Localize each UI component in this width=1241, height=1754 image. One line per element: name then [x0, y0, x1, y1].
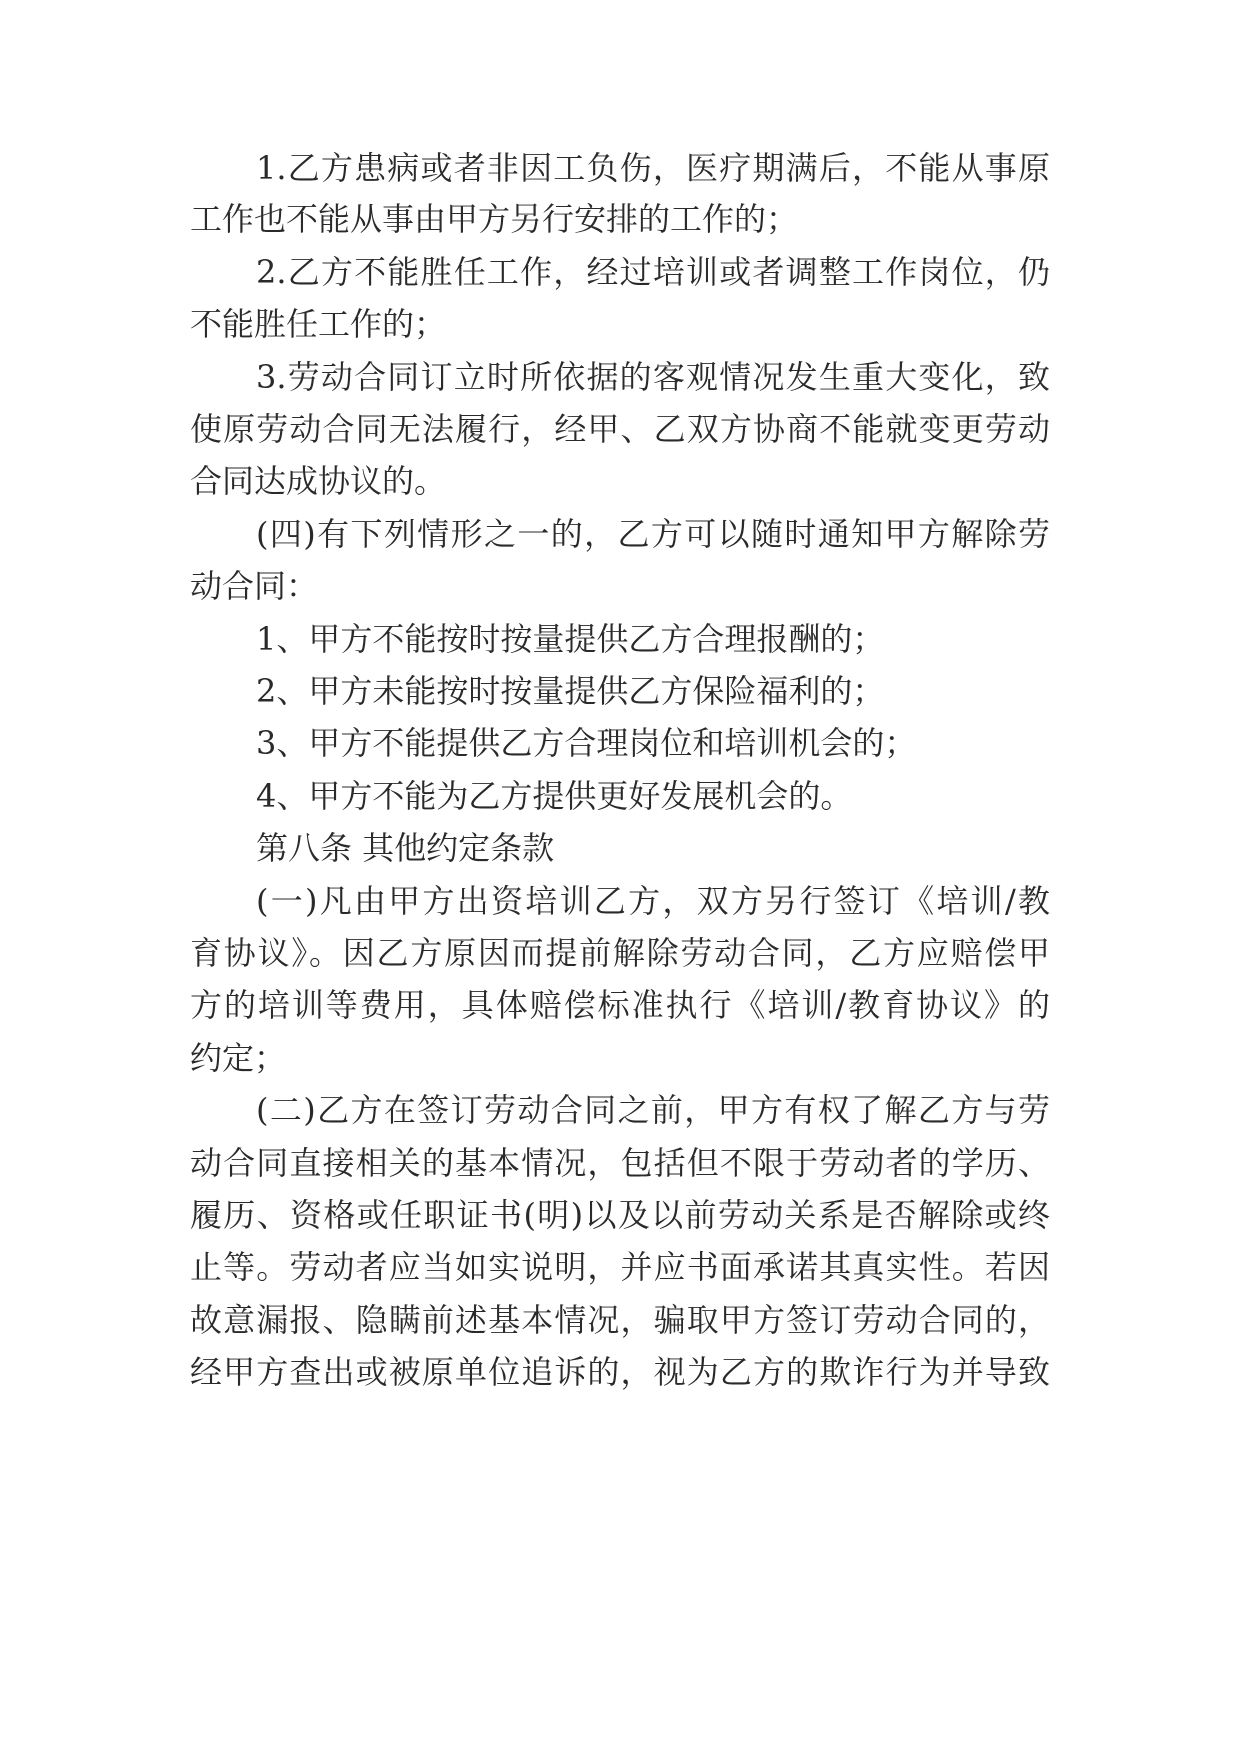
section-heading: 第八条 其他约定条款: [256, 829, 555, 867]
text-line: 3.劳动合同订立时所依据的客观情况发生重大变化，致: [256, 358, 1050, 396]
text-line: 故意漏报、隐瞒前述基本情况，骗取甲方签订劳动合同的，: [190, 1301, 1050, 1339]
text-line: (四)有下列情形之一的，乙方可以随时通知甲方解除劳: [256, 515, 1050, 553]
text-line: 止等。劳动者应当如实说明，并应书面承诺其真实性。若因: [190, 1248, 1050, 1286]
text-line: (二)乙方在签订劳动合同之前，甲方有权了解乙方与劳: [256, 1091, 1050, 1129]
text-line: 2.乙方不能胜任工作，经过培训或者调整工作岗位，仍: [256, 253, 1050, 291]
text-line: 3、甲方不能提供乙方合理岗位和培训机会的；: [256, 724, 917, 762]
text-line: 育协议》。因乙方原因而提前解除劳动合同，乙方应赔偿甲: [190, 934, 1050, 972]
text-line: 约定；: [190, 1039, 287, 1077]
text-line: 1.乙方患病或者非因工负伤，医疗期满后，不能从事原: [256, 149, 1050, 187]
text-line: 2、甲方未能按时按量提供乙方保险福利的；: [256, 672, 885, 710]
text-line: 4、甲方不能为乙方提供更好发展机会的。: [256, 777, 853, 815]
text-line: 方的培训等费用，具体赔偿标准执行《培训/教育协议》的: [190, 986, 1050, 1024]
text-line: 1、甲方不能按时按量提供乙方合理报酬的；: [256, 620, 885, 658]
text-line: (一)凡由甲方出资培训乙方，双方另行签订《培训/教: [256, 882, 1050, 920]
text-line: 工作也不能从事由甲方另行安排的工作的；: [190, 200, 799, 238]
text-line: 合同达成协议的。: [190, 462, 447, 500]
text-line: 动合同：: [190, 567, 319, 605]
text-line: 动合同直接相关的基本情况，包括但不限于劳动者的学历、: [190, 1144, 1050, 1182]
text-line: 经甲方查出或被原单位追诉的，视为乙方的欺诈行为并导致: [190, 1353, 1050, 1391]
text-line: 履历、资格或任职证书(明)以及以前劳动关系是否解除或终: [190, 1196, 1050, 1234]
text-line: 使原劳动合同无法履行，经甲、乙双方协商不能就变更劳动: [190, 410, 1050, 448]
text-line: 不能胜任工作的；: [190, 305, 447, 343]
